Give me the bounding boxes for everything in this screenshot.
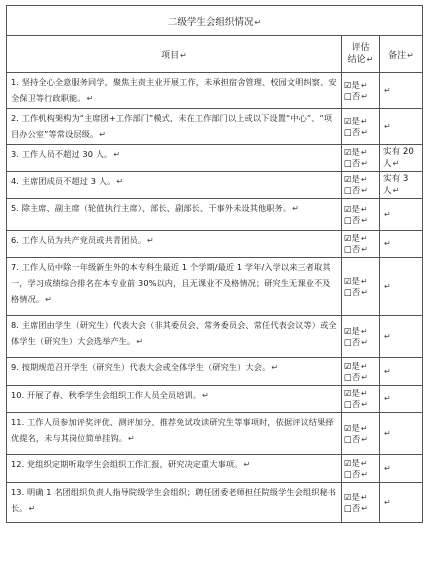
paragraph-mark: ↵ (360, 204, 368, 214)
note-cell (380, 316, 423, 358)
item-description: 3. 工作人员不超过 30 人。 (11, 149, 113, 159)
note-cell (380, 358, 423, 386)
paragraph-mark: ↵ (361, 400, 368, 409)
item-description: 11. 工作人员参加评奖评优、测评加分、推荐免试攻读研究生等事项时，依据评议结果择优提名，未与其岗位简单挂钩。 (11, 417, 334, 443)
yes-label: ☑是 (344, 457, 360, 468)
table-row (7, 258, 423, 316)
evaluation-cell (342, 386, 380, 413)
paragraph-mark: ↵ (360, 492, 368, 502)
paragraph-mark: ↵ (360, 234, 368, 243)
yes-label: ☑是 (344, 79, 360, 90)
paragraph-mark: ↵ (360, 389, 368, 398)
paragraph-mark: ↵ (361, 434, 368, 444)
header-note-text: 备注 (388, 50, 407, 61)
item-text (7, 258, 342, 316)
paragraph-mark: ↵ (407, 50, 414, 60)
paragraph-mark: ↵ (180, 50, 187, 60)
evaluation-cell (342, 358, 380, 386)
table-row (7, 109, 423, 145)
paragraph-mark: ↵ (384, 428, 391, 438)
paragraph-mark: ↵ (361, 503, 368, 513)
no-label: □否 (344, 399, 361, 409)
paragraph-mark: ↵ (384, 281, 391, 291)
table-row (7, 413, 423, 455)
paragraph-mark: ↵ (360, 80, 368, 90)
evaluation-cell (342, 455, 380, 483)
item-description: 7. 工作人员中除一年级新生外的本专科生最近 1 个学期/最近 1 学年/入学以来三者取其一，学习成绩综合排名在本专业前 30%以内，且无课业不及格情况；研究生无课业不及格情况。 (11, 262, 331, 304)
table-row (7, 483, 423, 523)
note-cell (380, 199, 423, 231)
item-text (7, 172, 342, 199)
note-cell (380, 413, 423, 455)
yes-label: ☑是 (344, 325, 360, 336)
paragraph-mark: ↵ (113, 150, 121, 159)
paragraph-mark: ↵ (384, 463, 391, 473)
yes-checkbox[interactable] (344, 80, 377, 91)
no-checkbox[interactable] (344, 158, 377, 169)
item-description: 9. 按期规范召开学生（研究生）代表大会或全体学生（研究生）大会。 (11, 362, 271, 372)
yes-label: ☑是 (344, 203, 360, 214)
note-cell (380, 258, 423, 316)
paragraph-mark: ↵ (384, 331, 391, 341)
note-cell (380, 483, 423, 523)
no-checkbox[interactable] (344, 287, 377, 298)
paragraph-mark: ↵ (360, 276, 368, 286)
no-label: □否 (344, 371, 361, 382)
yes-label: ☑是 (344, 275, 360, 286)
paragraph-mark: ↵ (361, 127, 368, 137)
no-label: □否 (344, 244, 361, 254)
yes-checkbox[interactable] (344, 326, 377, 337)
no-checkbox[interactable] (344, 399, 377, 410)
table-row (7, 316, 423, 358)
no-checkbox[interactable] (344, 372, 377, 383)
no-label: □否 (344, 468, 361, 479)
paragraph-mark: ↵ (384, 121, 391, 131)
paragraph-mark: ↵ (384, 85, 391, 95)
no-label: □否 (344, 286, 361, 297)
note-cell (380, 455, 423, 483)
student-union-table (6, 5, 423, 523)
paragraph-mark: ↵ (361, 337, 368, 347)
table-row (7, 231, 423, 258)
note-cell (380, 145, 423, 172)
yes-label: ☑是 (344, 360, 360, 371)
evaluation-cell (342, 258, 380, 316)
paragraph-mark: ↵ (360, 326, 368, 336)
no-checkbox[interactable] (344, 337, 377, 348)
evaluation-cell (342, 413, 380, 455)
note-cell (380, 386, 423, 413)
yes-checkbox[interactable] (344, 458, 377, 469)
no-checkbox[interactable] (344, 127, 377, 138)
item-description: 6. 工作人员为共产党员或共青团员。 (11, 235, 147, 245)
yes-label: ☑是 (344, 115, 360, 126)
note-cell (380, 172, 423, 199)
yes-checkbox[interactable] (344, 388, 377, 399)
paragraph-mark: ↵ (384, 497, 391, 507)
no-label: □否 (344, 90, 361, 101)
paragraph-mark: ↵ (360, 423, 368, 433)
note-cell (380, 73, 423, 109)
paragraph-mark: ↵ (392, 185, 400, 195)
yes-label: ☑是 (344, 388, 360, 398)
no-checkbox[interactable] (344, 185, 377, 196)
paragraph-mark: ↵ (384, 239, 391, 248)
table-title-text: 二级学生会组织情况 (167, 16, 254, 28)
item-description: 12. 党组织定期听取学生会组织工作汇报，研究决定重大事项。 (11, 459, 243, 469)
paragraph-mark: ↵ (360, 361, 368, 371)
evaluation-cell (342, 145, 380, 172)
yes-label: ☑是 (344, 147, 360, 157)
note-cell (380, 231, 423, 258)
no-label: □否 (344, 185, 361, 195)
item-text (7, 231, 342, 258)
table-row (7, 199, 423, 231)
item-text (7, 145, 342, 172)
paragraph-mark: ↵ (360, 116, 368, 126)
paragraph-mark: ↵ (128, 434, 135, 443)
yes-checkbox[interactable] (344, 492, 377, 503)
paragraph-mark: ↵ (361, 287, 368, 297)
header-evaluation (342, 36, 380, 73)
item-description: 5. 除主席、副主席（轮值执行主席）、部长、副部长、干事外未设其他职务。 (11, 203, 292, 213)
evaluation-cell (342, 73, 380, 109)
item-text (7, 109, 342, 145)
paragraph-mark: ↵ (136, 337, 144, 346)
item-text (7, 358, 342, 386)
no-checkbox[interactable] (344, 503, 377, 514)
paragraph-mark: ↵ (292, 204, 299, 213)
header-eval-line1: 评估 (351, 43, 370, 53)
no-checkbox[interactable] (344, 434, 377, 445)
note-text: 实有 20 人 (383, 146, 414, 169)
no-label: □否 (344, 502, 361, 513)
item-text (7, 73, 342, 109)
paragraph-mark: ↵ (361, 469, 368, 479)
yes-checkbox[interactable] (344, 174, 377, 185)
table-row (7, 145, 423, 172)
evaluation-cell (342, 199, 380, 231)
evaluation-cell (342, 316, 380, 358)
paragraph-mark: ↵ (243, 460, 251, 469)
note-cell (380, 109, 423, 145)
paragraph-mark: ↵ (147, 236, 154, 245)
yes-label: ☑是 (344, 491, 360, 502)
item-description: 8. 主席团由学生（研究生）代表大会（非其委员会、常务委员会、常任代表会议等）或全体学生（研究生）大会选举产生。 (11, 320, 337, 346)
item-description: 4. 主席团成员不超过 3 人。 (11, 176, 116, 186)
item-description: 1. 坚持全心全意服务同学，聚焦主责主业开展工作，未承担宿舍管理、校园文明纠察、安全保卫等行政职能。 (11, 77, 337, 103)
item-description: 13. 明确 1 名团组织负责人指导院级学生会组织；聘任团委老师担任院级学生会组织秘书长。 (11, 487, 337, 513)
item-text (7, 199, 342, 231)
yes-label: ☑是 (344, 233, 360, 243)
paragraph-mark: ↵ (361, 159, 368, 168)
paragraph-mark: ↵ (360, 175, 368, 184)
yes-checkbox[interactable] (344, 276, 377, 287)
evaluation-cell (342, 231, 380, 258)
no-label: □否 (344, 336, 361, 347)
yes-label: ☑是 (344, 174, 360, 184)
yes-checkbox[interactable] (344, 204, 377, 215)
evaluation-cell (342, 109, 380, 145)
paragraph-mark: ↵ (361, 245, 368, 254)
header-eval-line2: 结论 (347, 55, 366, 65)
item-text (7, 386, 342, 413)
yes-checkbox[interactable] (344, 116, 377, 127)
no-checkbox[interactable] (344, 215, 377, 226)
paragraph-mark: ↵ (45, 295, 52, 304)
header-item (7, 36, 342, 73)
paragraph-mark: ↵ (116, 177, 124, 186)
no-checkbox[interactable] (344, 91, 377, 102)
paragraph-mark: ↵ (361, 215, 368, 225)
yes-checkbox[interactable] (344, 361, 377, 372)
table-row (7, 455, 423, 483)
item-text (7, 413, 342, 455)
header-note (380, 36, 423, 73)
no-checkbox[interactable] (344, 244, 377, 255)
no-label: □否 (344, 158, 361, 168)
paragraph-mark: ↵ (361, 186, 368, 195)
paragraph-mark: ↵ (271, 363, 279, 372)
table-row (7, 386, 423, 413)
paragraph-mark: ↵ (384, 366, 391, 376)
evaluation-cell (342, 172, 380, 199)
no-label: □否 (344, 126, 361, 137)
table-row (7, 358, 423, 386)
paragraph-mark: ↵ (28, 504, 36, 513)
no-checkbox[interactable] (344, 469, 377, 480)
paragraph-mark: ↵ (361, 372, 368, 382)
table-row (7, 73, 423, 109)
paragraph-mark: ↵ (366, 55, 374, 64)
item-text (7, 316, 342, 358)
no-label: □否 (344, 214, 361, 225)
paragraph-mark: ↵ (99, 130, 107, 139)
yes-checkbox[interactable] (344, 423, 377, 434)
paragraph-mark: ↵ (384, 394, 391, 403)
paragraph-mark: ↵ (392, 158, 400, 168)
note-text: 实有 3 人 (383, 173, 409, 196)
paragraph-mark: ↵ (361, 91, 368, 101)
paragraph-mark: ↵ (202, 391, 209, 400)
paragraph-mark: ↵ (360, 458, 368, 468)
item-description: 10. 开展了春、秋季学生会组织工作人员全员培训。 (11, 390, 202, 400)
paragraph-mark: ↵ (384, 209, 391, 219)
no-label: □否 (344, 433, 361, 444)
header-item-text: 项目 (161, 50, 180, 61)
item-description: 2. 工作机构架构为“主席团+工作部门”模式，未在工作部门以上或以下设置“中心”、“项目办公室”等常设层级。 (11, 113, 333, 139)
item-text (7, 455, 342, 483)
yes-label: ☑是 (344, 422, 360, 433)
table-title (7, 6, 423, 36)
yes-checkbox[interactable] (344, 233, 377, 244)
table-row (7, 172, 423, 199)
item-text (7, 483, 342, 523)
paragraph-mark: ↵ (360, 148, 368, 157)
yes-checkbox[interactable] (344, 147, 377, 158)
paragraph-mark: ↵ (86, 94, 94, 103)
paragraph-mark: ↵ (254, 17, 262, 27)
evaluation-cell (342, 483, 380, 523)
